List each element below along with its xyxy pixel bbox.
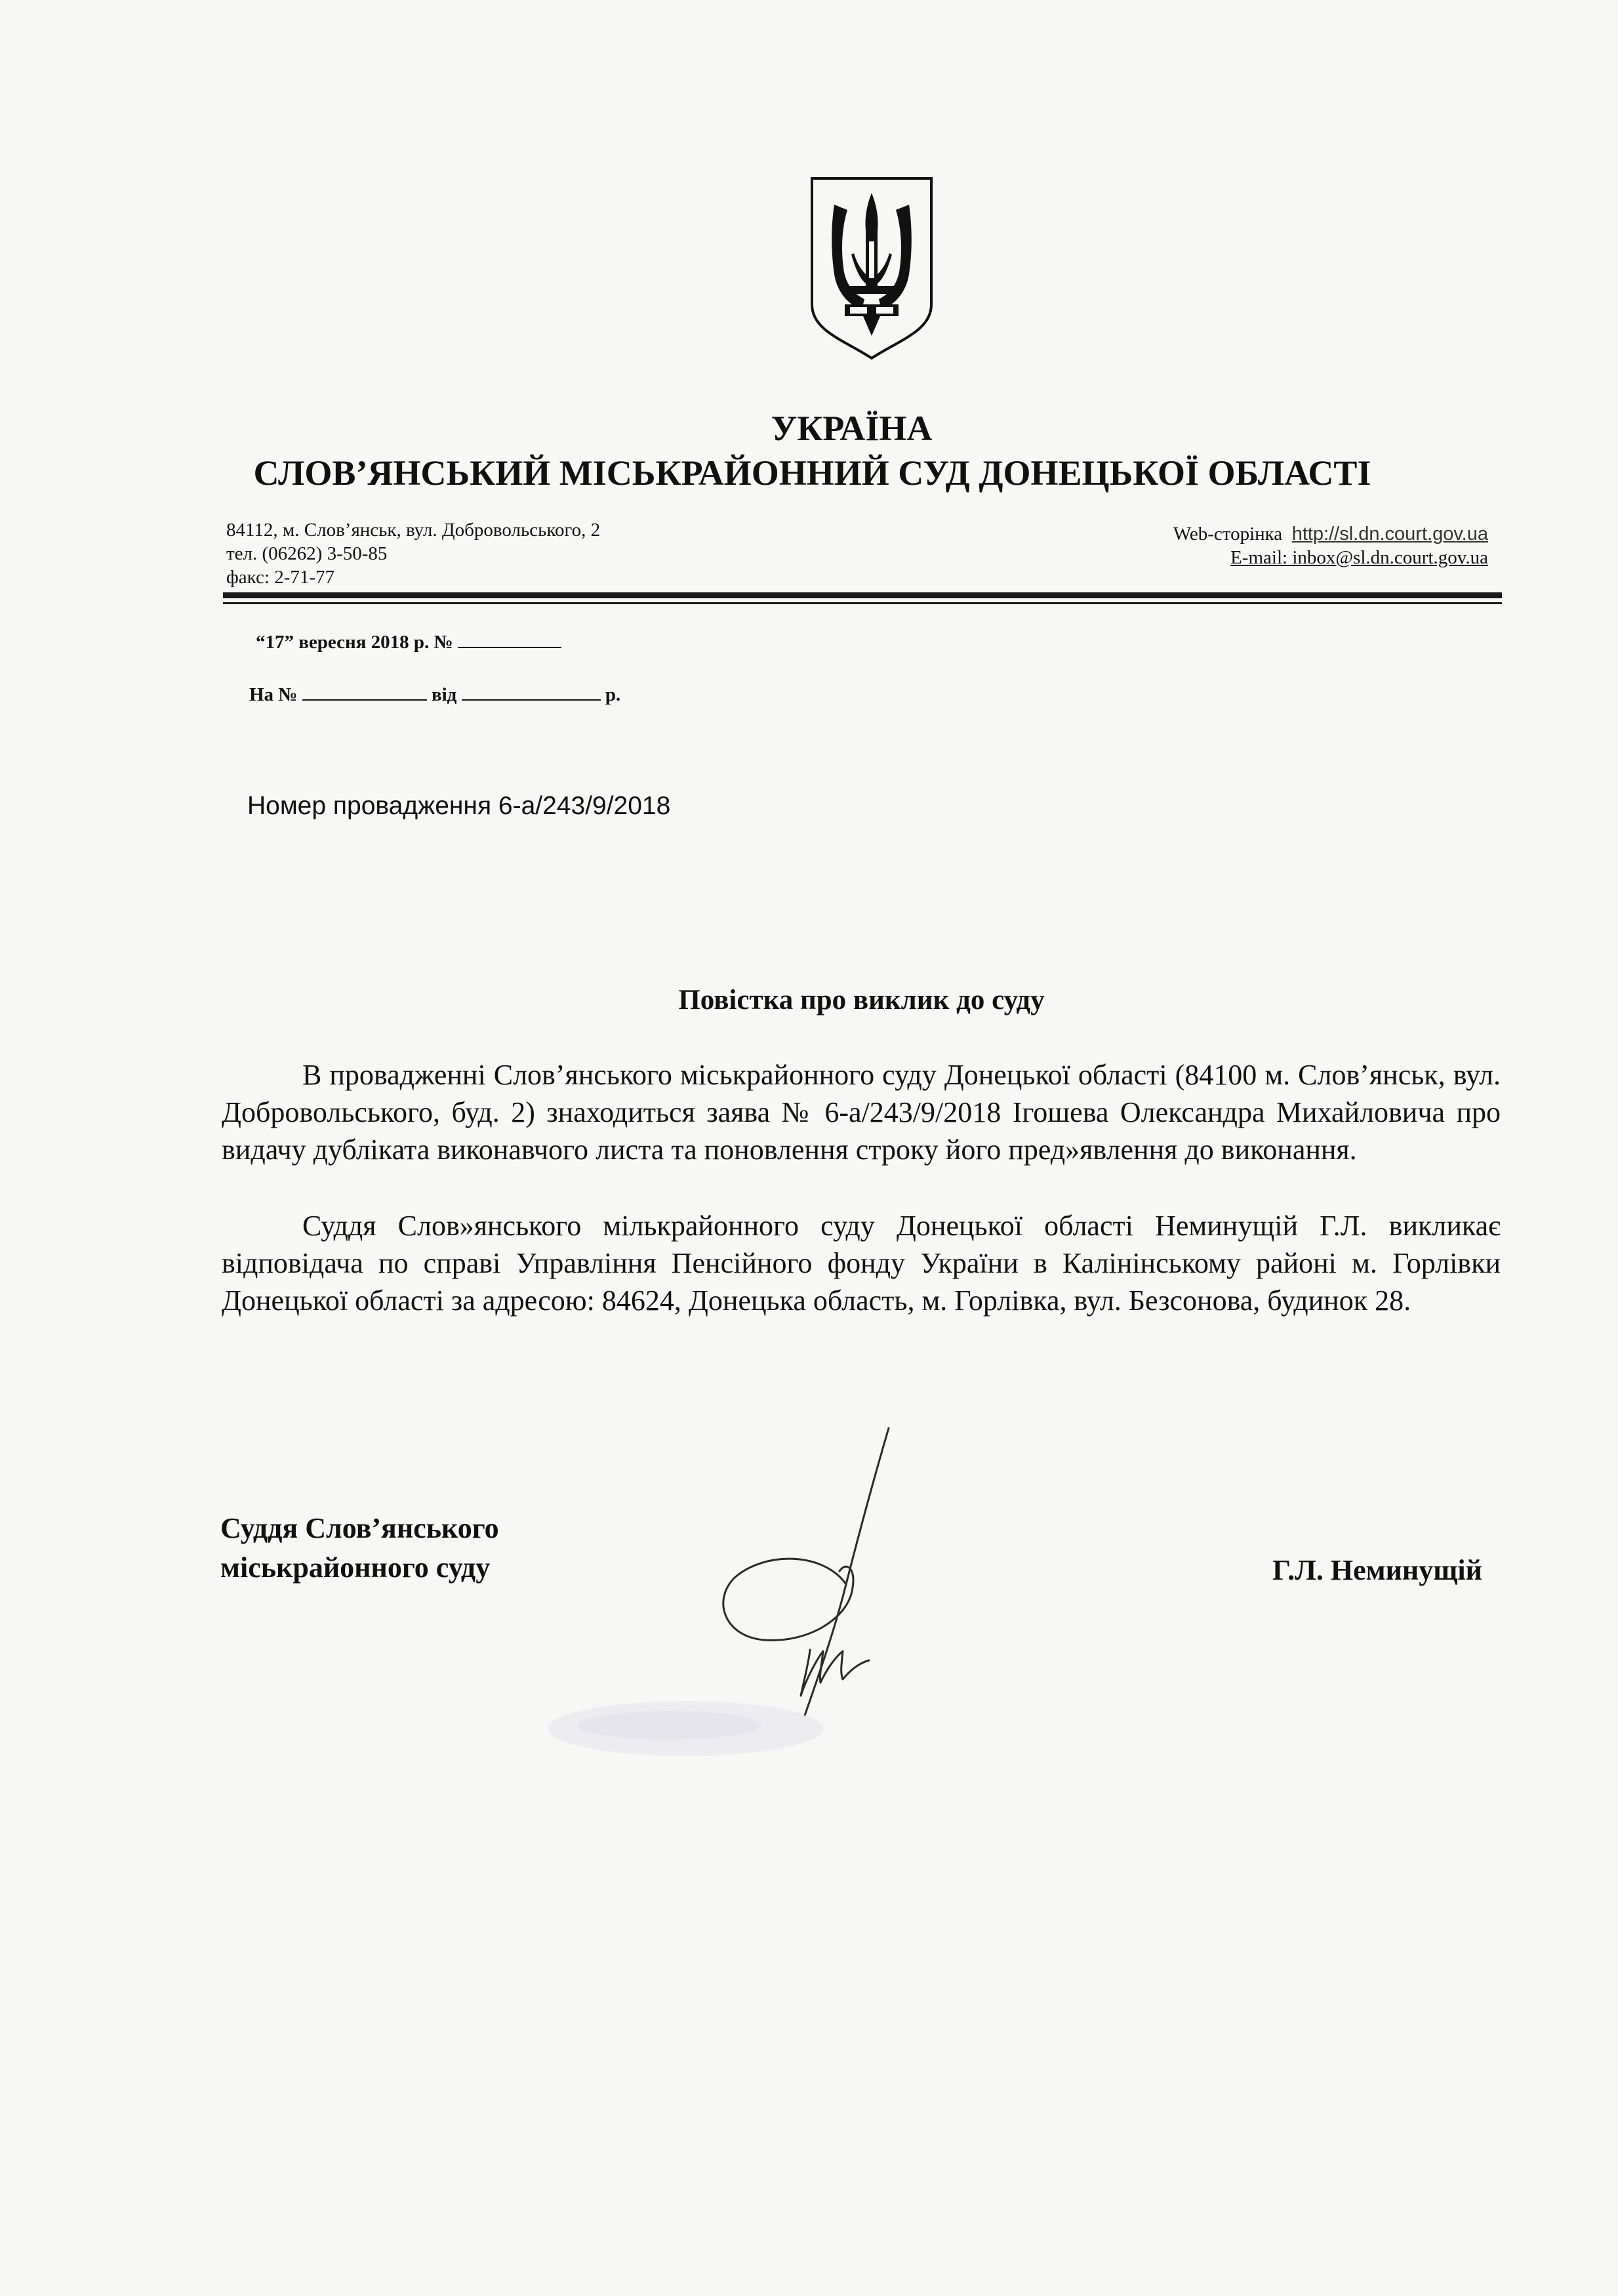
court-contacts-left: [226, 518, 600, 589]
trident-coat-of-arms-icon: [808, 176, 935, 361]
body-paragraph-1: В провадженні Слов’янського міськрайонного суду Донецької області (84100 м. Слов’янськ, вул. Добровольського, буд. 2) знаходиться заява № 6-а/243/9/2018 Ігошева Олександра Михайловича про видачу дубліката виконавчого листа та поновлення строку його пред»явлення до виконання.: [222, 1059, 1501, 1166]
judge-position-line-2: міськрайонного суду: [220, 1551, 491, 1584]
email-link[interactable]: E-mail: inbox@sl.dn.court.gov.ua: [1230, 547, 1488, 568]
outgoing-date: “17” вересня 2018 р. №: [256, 632, 453, 653]
court-contacts-right: [1173, 522, 1488, 569]
handwritten-signature-icon: [712, 1420, 915, 1725]
case-number: Номер провадження 6-а/243/9/2018: [247, 792, 671, 820]
web-line: [1173, 522, 1488, 546]
faint-stamp-mark: [538, 1692, 833, 1765]
court-phone: тел. (06262) 3-50-85: [226, 543, 388, 564]
judge-position-line-1: Суддя Слов’янського: [220, 1512, 499, 1544]
header-divider-thin: [223, 602, 1502, 604]
reply-year-suffix: р.: [605, 684, 621, 705]
reply-number-blank: [302, 681, 427, 701]
outgoing-number-blank: [458, 628, 561, 648]
outgoing-date-reference: [256, 628, 561, 653]
country-title: УКРАЇНА: [771, 409, 933, 448]
court-name-title: СЛОВ’ЯНСЬКИЙ МІСЬКРАЙОННИЙ СУД ДОНЕЦЬКОЇ ОБЛАСТІ: [253, 453, 1371, 493]
court-fax: факс: 2-71-77: [226, 567, 335, 588]
reply-date-blank: [462, 681, 601, 701]
web-label: Web-сторінка: [1173, 523, 1283, 544]
court-address: 84112, м. Слов’янськ, вул. Добровольського, 2: [226, 520, 601, 541]
web-link[interactable]: http://sl.dn.court.gov.ua: [1291, 523, 1488, 544]
judge-position: [220, 1509, 499, 1588]
body-paragraph-2: Суддя Слов»янського мількрайонного суду Донецької області Неминущій Г.Л. викликає відповідача по справі Управління Пенсійного фонду України в Калінінському районі м. Горлівки Донецької області за адресою: 84624, Донецька область, м. Горлівка, вул. Безсонова, будинок 28.: [222, 1210, 1501, 1317]
judge-name: Г.Л. Неминущій: [1272, 1554, 1482, 1586]
reply-number-label: На №: [249, 684, 298, 705]
reply-reference: [249, 681, 620, 706]
reply-from-label: від: [431, 684, 457, 705]
document-title: Повістка про виклик до суду: [678, 985, 1045, 1015]
header-divider-thick: [223, 592, 1502, 598]
